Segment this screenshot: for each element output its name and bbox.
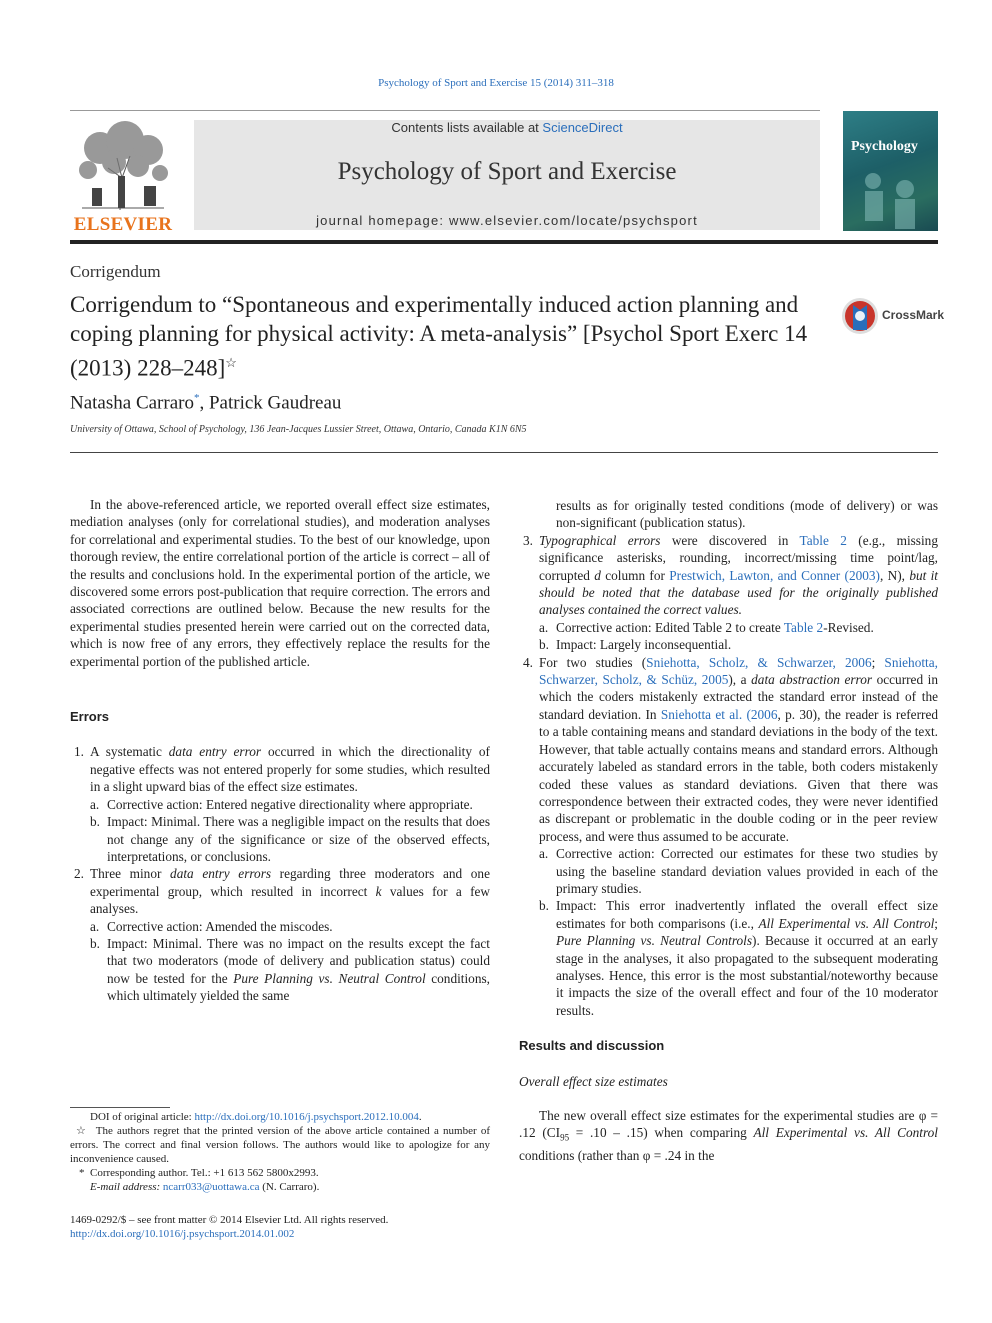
error-3-corrective-action [519, 619, 938, 636]
error-4b-em2: Pure Planning vs. Neutral Controls [556, 933, 753, 949]
original-doi-link[interactable]: http://dx.doi.org/10.1016/j.psychsport.2012.10.004 [194, 1111, 419, 1123]
error-4-t4: occurred in which the coders mistakenly extracted the standard error instead of the standard deviation. In [539, 672, 938, 722]
error-3-impact [519, 636, 938, 653]
star-footnote-text: The authors regret that the printed version of the above article contained a number of errors. The correct and final version follows. The authors would like to apologize for any inconvenience caused. [70, 1125, 491, 1165]
error-2-text-post: values for a few analyses. [90, 883, 490, 917]
error-4b-sep: ; [934, 915, 938, 931]
error-2b-letter: b. [90, 935, 100, 951]
article-title [70, 290, 815, 383]
error-4-t1: For two studies ( [539, 654, 647, 670]
sniehotta-2006-citation-link[interactable]: Sniehotta, Scholz, & Schwarzer, 2006 [646, 654, 872, 670]
error-2-text-pre: Three minor [90, 866, 171, 882]
sniehotta-et-al-citation-link[interactable]: Sniehotta et al. (2006 [660, 706, 778, 722]
email-link[interactable]: ncarr033@uottawa.ca [162, 1181, 260, 1193]
sniehotta-2005-citation-link[interactable]: Sniehotta, Schwarzer, Scholz, & Schüz, 2005 [539, 654, 938, 688]
error-4-corrective-action [519, 845, 938, 897]
results-ci-sub: 95 [560, 1133, 570, 1144]
results-t1: The new overall effect size estimates for the experimental studies are [539, 1108, 919, 1123]
overall-effect-heading: Overall effect size estimates [519, 1073, 668, 1089]
header-thick-rule [70, 240, 938, 244]
error-2-number: 2. [74, 866, 84, 882]
star-footnote-marker: ☆ [76, 1125, 88, 1137]
error-item-3 [519, 532, 938, 619]
error-4-t3: ), a [728, 672, 752, 688]
footnotes [70, 1110, 490, 1194]
error-item-1 [70, 743, 490, 795]
contents-line [194, 120, 820, 135]
corresponding-footnote-marker: * [79, 1167, 85, 1179]
error-2-impact-continued: results as for originally tested conditions (mode of delivery) or was non-significant (publication status). [556, 498, 938, 531]
title-footnote-marker[interactable]: ☆ [225, 355, 237, 370]
crossmark-badge[interactable] [840, 296, 945, 336]
journal-reference-link[interactable]: Psychology of Sport and Exercise 15 (2014) 311–318 [378, 77, 614, 89]
error-2-text-mid: regarding three moderators and one experimental group, which resulted in incorrect [90, 866, 490, 899]
article-type: Corrigendum [70, 262, 161, 281]
error-3-em2: but it should be noted that the database used for the originally published analyses contained the correct values. [539, 567, 939, 618]
article-doi-link[interactable]: http://dx.doi.org/10.1016/j.psychsport.2014.01.002 [70, 1228, 295, 1240]
journal-homepage[interactable]: journal homepage: www.elsevier.com/locate/psychsport [316, 213, 698, 228]
error-1-text-post: occurred in which the directionality of negative effects was not entered properly for some studies, which resulted in a slight upward bias of the effect size estimates. [90, 744, 490, 795]
author-list [70, 392, 341, 414]
email-footnote [70, 1180, 490, 1194]
results-em1: All Experimental vs. All Control [753, 1125, 939, 1141]
error-3-number: 3. [523, 532, 533, 548]
error-4-number: 4. [523, 654, 533, 670]
error-3a-text-pre: Corrective action: Edited Table 2 to create [556, 619, 784, 635]
error-3-t2: (e.g., missing significance asterisks, rounding, incorrect/missing time point/lag, corrupted [539, 532, 938, 583]
doi-footnote-end: . [418, 1111, 422, 1123]
error-2a-letter: a. [90, 918, 100, 934]
corresponding-footnote-text: Corresponding author. Tel.: +1 613 562 5800x2993. [90, 1167, 319, 1179]
error-2-impact [70, 935, 490, 1005]
error-2b-text-post: conditions, which ultimately yielded the same [107, 970, 490, 1004]
error-3-t3: column for [600, 567, 670, 583]
elsevier-tree-icon [70, 118, 176, 214]
footnote-rule [70, 1107, 170, 1108]
email-label: E-mail address: [90, 1181, 163, 1193]
elsevier-logo [70, 118, 176, 236]
journal-cover-image [843, 111, 938, 231]
error-3-t4: , N), [880, 567, 910, 583]
error-2a-text: Corrective action: Amended the miscodes. [107, 918, 333, 934]
error-1-impact [70, 813, 490, 865]
contents-prefix: Contents lists available at [391, 120, 543, 135]
error-4b-em1: All Experimental vs. All Control [758, 915, 935, 931]
error-4-t5: , p. 30), the reader is referred to a table containing means and standard deviations in the body of the text. However, that table actually contains means and standard errors. Although accurately labeled as standard errors in the table, both coders mistakenly coded these values as standard deviations. Given that there was correspondence between their extracted codes, they were never identified as discrepant or problematic in the double coding or in the peer review process, and were thus assumed to be accurate. [539, 706, 938, 844]
error-1-em: data entry error [168, 744, 262, 760]
error-3a-text-post: -Revised. [823, 619, 874, 635]
error-3-em: Typographical errors [539, 532, 661, 548]
error-4b-text-pre: Impact: This error inadvertently inflated the overall effect size estimates for both comparisons (i.e., [556, 898, 938, 931]
star-footnote [70, 1124, 490, 1166]
error-1a-text: Corrective action: Entered negative directionality where appropriate. [107, 796, 473, 812]
error-2b-text-pre: Impact: Minimal. There was no impact on the results except the fact that two moderators (mode of delivery and publication status) could now be tested for the [107, 935, 490, 986]
error-4b-letter: b. [539, 898, 549, 914]
elsevier-wordmark: ELSEVIER [73, 214, 173, 235]
author-separator: , [199, 392, 209, 414]
author-gaudreau[interactable]: Patrick Gaudreau [208, 392, 342, 414]
results-heading: Results and discussion [519, 1038, 665, 1054]
table-2-link[interactable]: Table 2 [799, 532, 847, 548]
header-top-rule [70, 110, 820, 111]
issn-line: 1469-0292/$ – see front matter © 2014 Elsevier Ltd. All rights reserved. [70, 1214, 389, 1226]
error-4-impact [519, 897, 938, 1019]
crossmark-icon [840, 296, 880, 336]
affiliation: University of Ottawa, School of Psychology, 136 Jean-Jacques Lussier Street, Ottawa, Ontario, Canada K1N 6N5 [70, 424, 527, 435]
email-post: (N. Carraro). [259, 1181, 320, 1193]
error-4-t2: ; [871, 654, 885, 670]
error-1a-letter: a. [90, 796, 100, 812]
prestwich-citation-link[interactable]: Prestwich, Lawton, and Conner (2003) [669, 567, 880, 583]
results-t3: conditions (rather than [519, 1148, 643, 1164]
intro-paragraph: In the above-referenced article, we reported overall effect size estimates, mediation analyses (only for correlational studies), and moderation analyses for correlational and experimental studies. To the best of our knowledge, upon thorough review, the entire correlational portion of the article is correct – all of the results and conclusions hold. In the experimental portion of the article, we discovered some errors post-publication that require correction. The errors and associated corrections are outlined below. Because the new results for the experimental studies presented herein were carried out on the corrected data, which is now free of any errors, they effectively replace the results for the experimental portion of the published article. [70, 497, 490, 669]
results-phi1: φ = .12 (CI [519, 1108, 938, 1141]
corresponding-author-marker[interactable]: * [193, 392, 200, 404]
table-2-revised-link[interactable]: Table 2 [783, 619, 824, 635]
error-3a-letter: a. [539, 619, 549, 635]
error-3b-letter: b. [539, 637, 549, 653]
cover-figures-icon [843, 161, 938, 231]
error-2-corrective-action [70, 918, 490, 935]
right-column [519, 497, 938, 1165]
error-item-2 [70, 865, 490, 917]
article-title-text: Corrigendum to “Spontaneous and experimentally induced action planning and coping planning for physical activity: A meta-analysis” [Psychol Sport Exerc 14 (2013) 228–248] [70, 292, 808, 381]
error-1-corrective-action [70, 796, 490, 813]
results-phi2: φ = .24 in the [642, 1148, 715, 1164]
sciencedirect-link[interactable]: ScienceDirect [542, 120, 623, 135]
error-4-em: data abstraction error [751, 672, 873, 688]
error-2-k: k [375, 883, 382, 899]
error-2b-em: Pure Planning vs. Neutral Control [233, 970, 426, 986]
corresponding-footnote [70, 1166, 490, 1180]
error-3b-text: Impact: Largely inconsequential. [556, 637, 732, 653]
error-4b-text-post: ). Because it occurred at an early stage in the analyses, it also propagated to the subsequent moderating analyses. Hence, this error is the most substantial/noteworthy because it impacts the size of the overall effect and four of the 10 moderator results. [556, 933, 938, 1018]
results-t2: = .10 – .15) when comparing [569, 1125, 754, 1141]
left-column [70, 496, 490, 1005]
doi-footnote [70, 1110, 490, 1124]
author-carraro[interactable]: Natasha Carraro [70, 392, 194, 414]
errors-heading: Errors [70, 709, 110, 725]
crossmark-label: CrossMark [882, 308, 945, 322]
error-1-number: 1. [74, 744, 84, 760]
error-1b-letter: b. [90, 814, 100, 830]
error-4a-letter: a. [539, 846, 549, 862]
bottom-info [70, 1213, 388, 1241]
error-1b-text: Impact: Minimal. There was a negligible impact on the results that does not change any of the significance or size of the observed effects, interpretations, or conclusions. [107, 814, 490, 864]
results-paragraph [519, 1107, 938, 1165]
error-1-text-pre: A systematic [90, 744, 169, 760]
error-2-em: data entry errors [170, 866, 272, 882]
cover-title: Psychology [851, 139, 918, 154]
doi-footnote-label: DOI of original article: [90, 1111, 195, 1123]
error-3-d: d [594, 567, 601, 583]
error-3-t1: were discovered in [660, 532, 800, 548]
journal-title: Psychology of Sport and Exercise [337, 158, 677, 185]
affiliation-rule [70, 452, 938, 453]
error-item-4 [519, 654, 938, 845]
error-4a-text: Corrective action: Corrected our estimates for these two studies by using the baseline standard deviation values provided in each of the primary studies. [556, 846, 938, 896]
journal-header-box [194, 120, 820, 230]
